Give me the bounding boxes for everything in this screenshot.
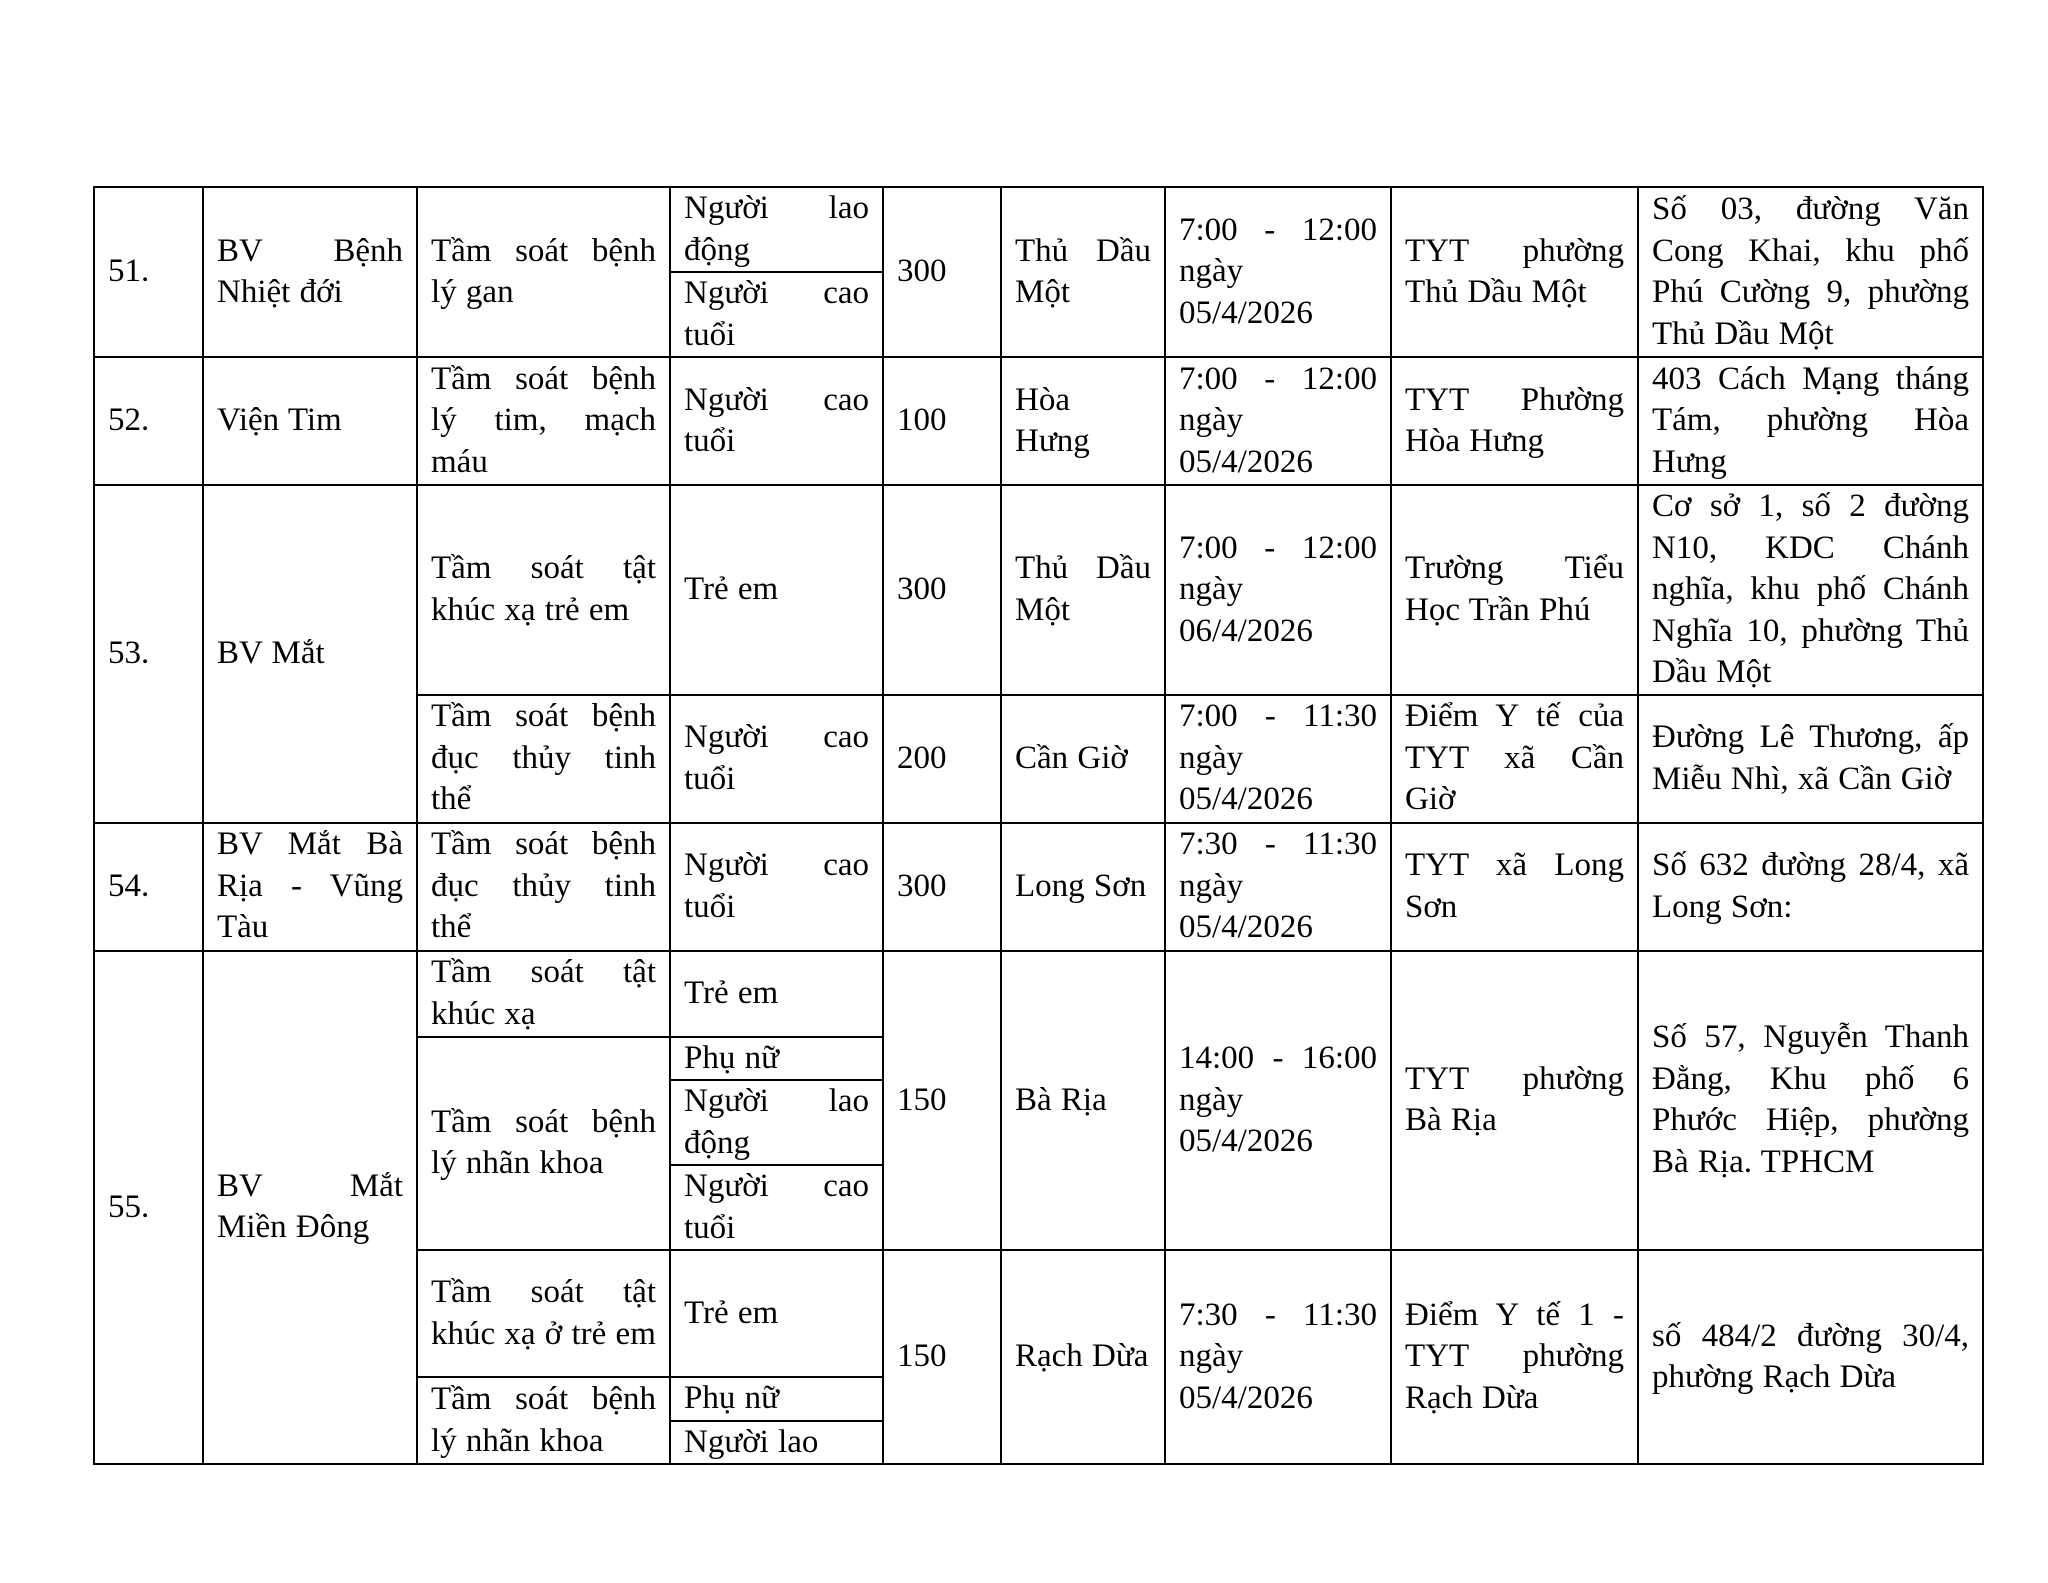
venue-cell: TYT phường Bà Rịa (1391, 951, 1638, 1251)
venue-cell: Trường Tiểu Học Trần Phú (1391, 485, 1638, 695)
table-row (94, 951, 1983, 1037)
target-cell: Trẻ em (670, 951, 883, 1037)
time-cell: 7:30 - 11:30 ngày 05/4/2026 (1165, 823, 1391, 951)
target-cell: Người lao động (670, 1080, 883, 1165)
area-cell: Hòa Hưng (1001, 357, 1165, 485)
row-number: 55. (94, 951, 203, 1465)
table-row (94, 357, 1983, 485)
quantity-cell: 300 (883, 823, 1001, 951)
target-cell: Người cao tuổi (670, 272, 883, 357)
venue-cell: TYT xã Long Sơn (1391, 823, 1638, 951)
time-cell: 7:00 - 11:30 ngày 05/4/2026 (1165, 695, 1391, 823)
area-cell: Thủ Dầu Một (1001, 485, 1165, 695)
area-cell: Long Sơn (1001, 823, 1165, 951)
schedule-table (93, 186, 1984, 1465)
address-cell: số 484/2 đường 30/4, phường Rạch Dừa (1638, 1250, 1983, 1464)
target-cell: Phụ nữ (670, 1377, 883, 1421)
target-cell: Người lao động (670, 187, 883, 272)
time-cell: 14:00 - 16:00 ngày 05/4/2026 (1165, 951, 1391, 1251)
row-number: 53. (94, 485, 203, 823)
address-cell: 403 Cách Mạng tháng Tám, phường Hòa Hưng (1638, 357, 1983, 485)
area-cell: Rạch Dừa (1001, 1250, 1165, 1464)
table-row (94, 823, 1983, 951)
activity-cell: Tầm soát tật khúc xạ (417, 951, 670, 1037)
area-cell: Cần Giờ (1001, 695, 1165, 823)
venue-cell: TYT phường Thủ Dầu Một (1391, 187, 1638, 357)
area-cell: Thủ Dầu Một (1001, 187, 1165, 357)
area-cell: Bà Rịa (1001, 951, 1165, 1251)
target-cell: Người lao (670, 1421, 883, 1465)
target-cell: Trẻ em (670, 1250, 883, 1377)
quantity-cell: 200 (883, 695, 1001, 823)
quantity-cell: 300 (883, 187, 1001, 357)
address-cell: Cơ sở 1, số 2 đường N10, KDC Chánh nghĩa, khu phố Chánh Nghĩa 10, phường Thủ Dầu Một (1638, 485, 1983, 695)
quantity-cell: 150 (883, 951, 1001, 1251)
activity-cell: Tầm soát bệnh lý gan (417, 187, 670, 357)
row-number: 51. (94, 187, 203, 357)
address-cell: Số 632 đường 28/4, xã Long Sơn: (1638, 823, 1983, 951)
venue-cell: Điểm Y tế 1 - TYT phường Rạch Dừa (1391, 1250, 1638, 1464)
target-cell: Phụ nữ (670, 1037, 883, 1081)
table-row (94, 187, 1983, 272)
target-cell: Người cao tuổi (670, 357, 883, 485)
quantity-cell: 100 (883, 357, 1001, 485)
time-cell: 7:30 - 11:30 ngày 05/4/2026 (1165, 1250, 1391, 1464)
time-cell: 7:00 - 12:00 ngày 05/4/2026 (1165, 187, 1391, 357)
activity-cell: Tầm soát bệnh đục thủy tinh thể (417, 823, 670, 951)
activity-cell: Tầm soát bệnh đục thủy tinh thể (417, 695, 670, 823)
row-number: 54. (94, 823, 203, 951)
unit-cell: BV Mắt (203, 485, 417, 823)
unit-cell: BV Mắt Bà Rịa - Vũng Tàu (203, 823, 417, 951)
quantity-cell: 150 (883, 1250, 1001, 1464)
table-row (94, 485, 1983, 695)
target-cell: Người cao tuổi (670, 695, 883, 823)
activity-cell: Tầm soát bệnh lý nhãn khoa (417, 1037, 670, 1251)
time-cell: 7:00 - 12:00 ngày 06/4/2026 (1165, 485, 1391, 695)
venue-cell: TYT Phường Hòa Hưng (1391, 357, 1638, 485)
activity-cell: Tầm soát bệnh lý nhãn khoa (417, 1377, 670, 1464)
address-cell: Số 57, Nguyễn Thanh Đằng, Khu phố 6 Phước Hiệp, phường Bà Rịa. TPHCM (1638, 951, 1983, 1251)
unit-cell: Viện Tim (203, 357, 417, 485)
row-number: 52. (94, 357, 203, 485)
unit-cell: BV Mắt Miền Đông (203, 951, 417, 1465)
activity-cell: Tầm soát tật khúc xạ trẻ em (417, 485, 670, 695)
address-cell: Số 03, đường Văn Cong Khai, khu phố Phú Cường 9, phường Thủ Dầu Một (1638, 187, 1983, 357)
venue-cell: Điểm Y tế của TYT xã Cần Giờ (1391, 695, 1638, 823)
quantity-cell: 300 (883, 485, 1001, 695)
target-cell: Người cao tuổi (670, 823, 883, 951)
target-cell: Người cao tuổi (670, 1165, 883, 1250)
activity-cell: Tầm soát bệnh lý tim, mạch máu (417, 357, 670, 485)
time-cell: 7:00 - 12:00 ngày 05/4/2026 (1165, 357, 1391, 485)
target-cell: Trẻ em (670, 485, 883, 695)
unit-cell: BV Bệnh Nhiệt đới (203, 187, 417, 357)
address-cell: Đường Lê Thương, ấp Miễu Nhì, xã Cần Giờ (1638, 695, 1983, 823)
activity-cell: Tầm soát tật khúc xạ ở trẻ em (417, 1250, 670, 1377)
